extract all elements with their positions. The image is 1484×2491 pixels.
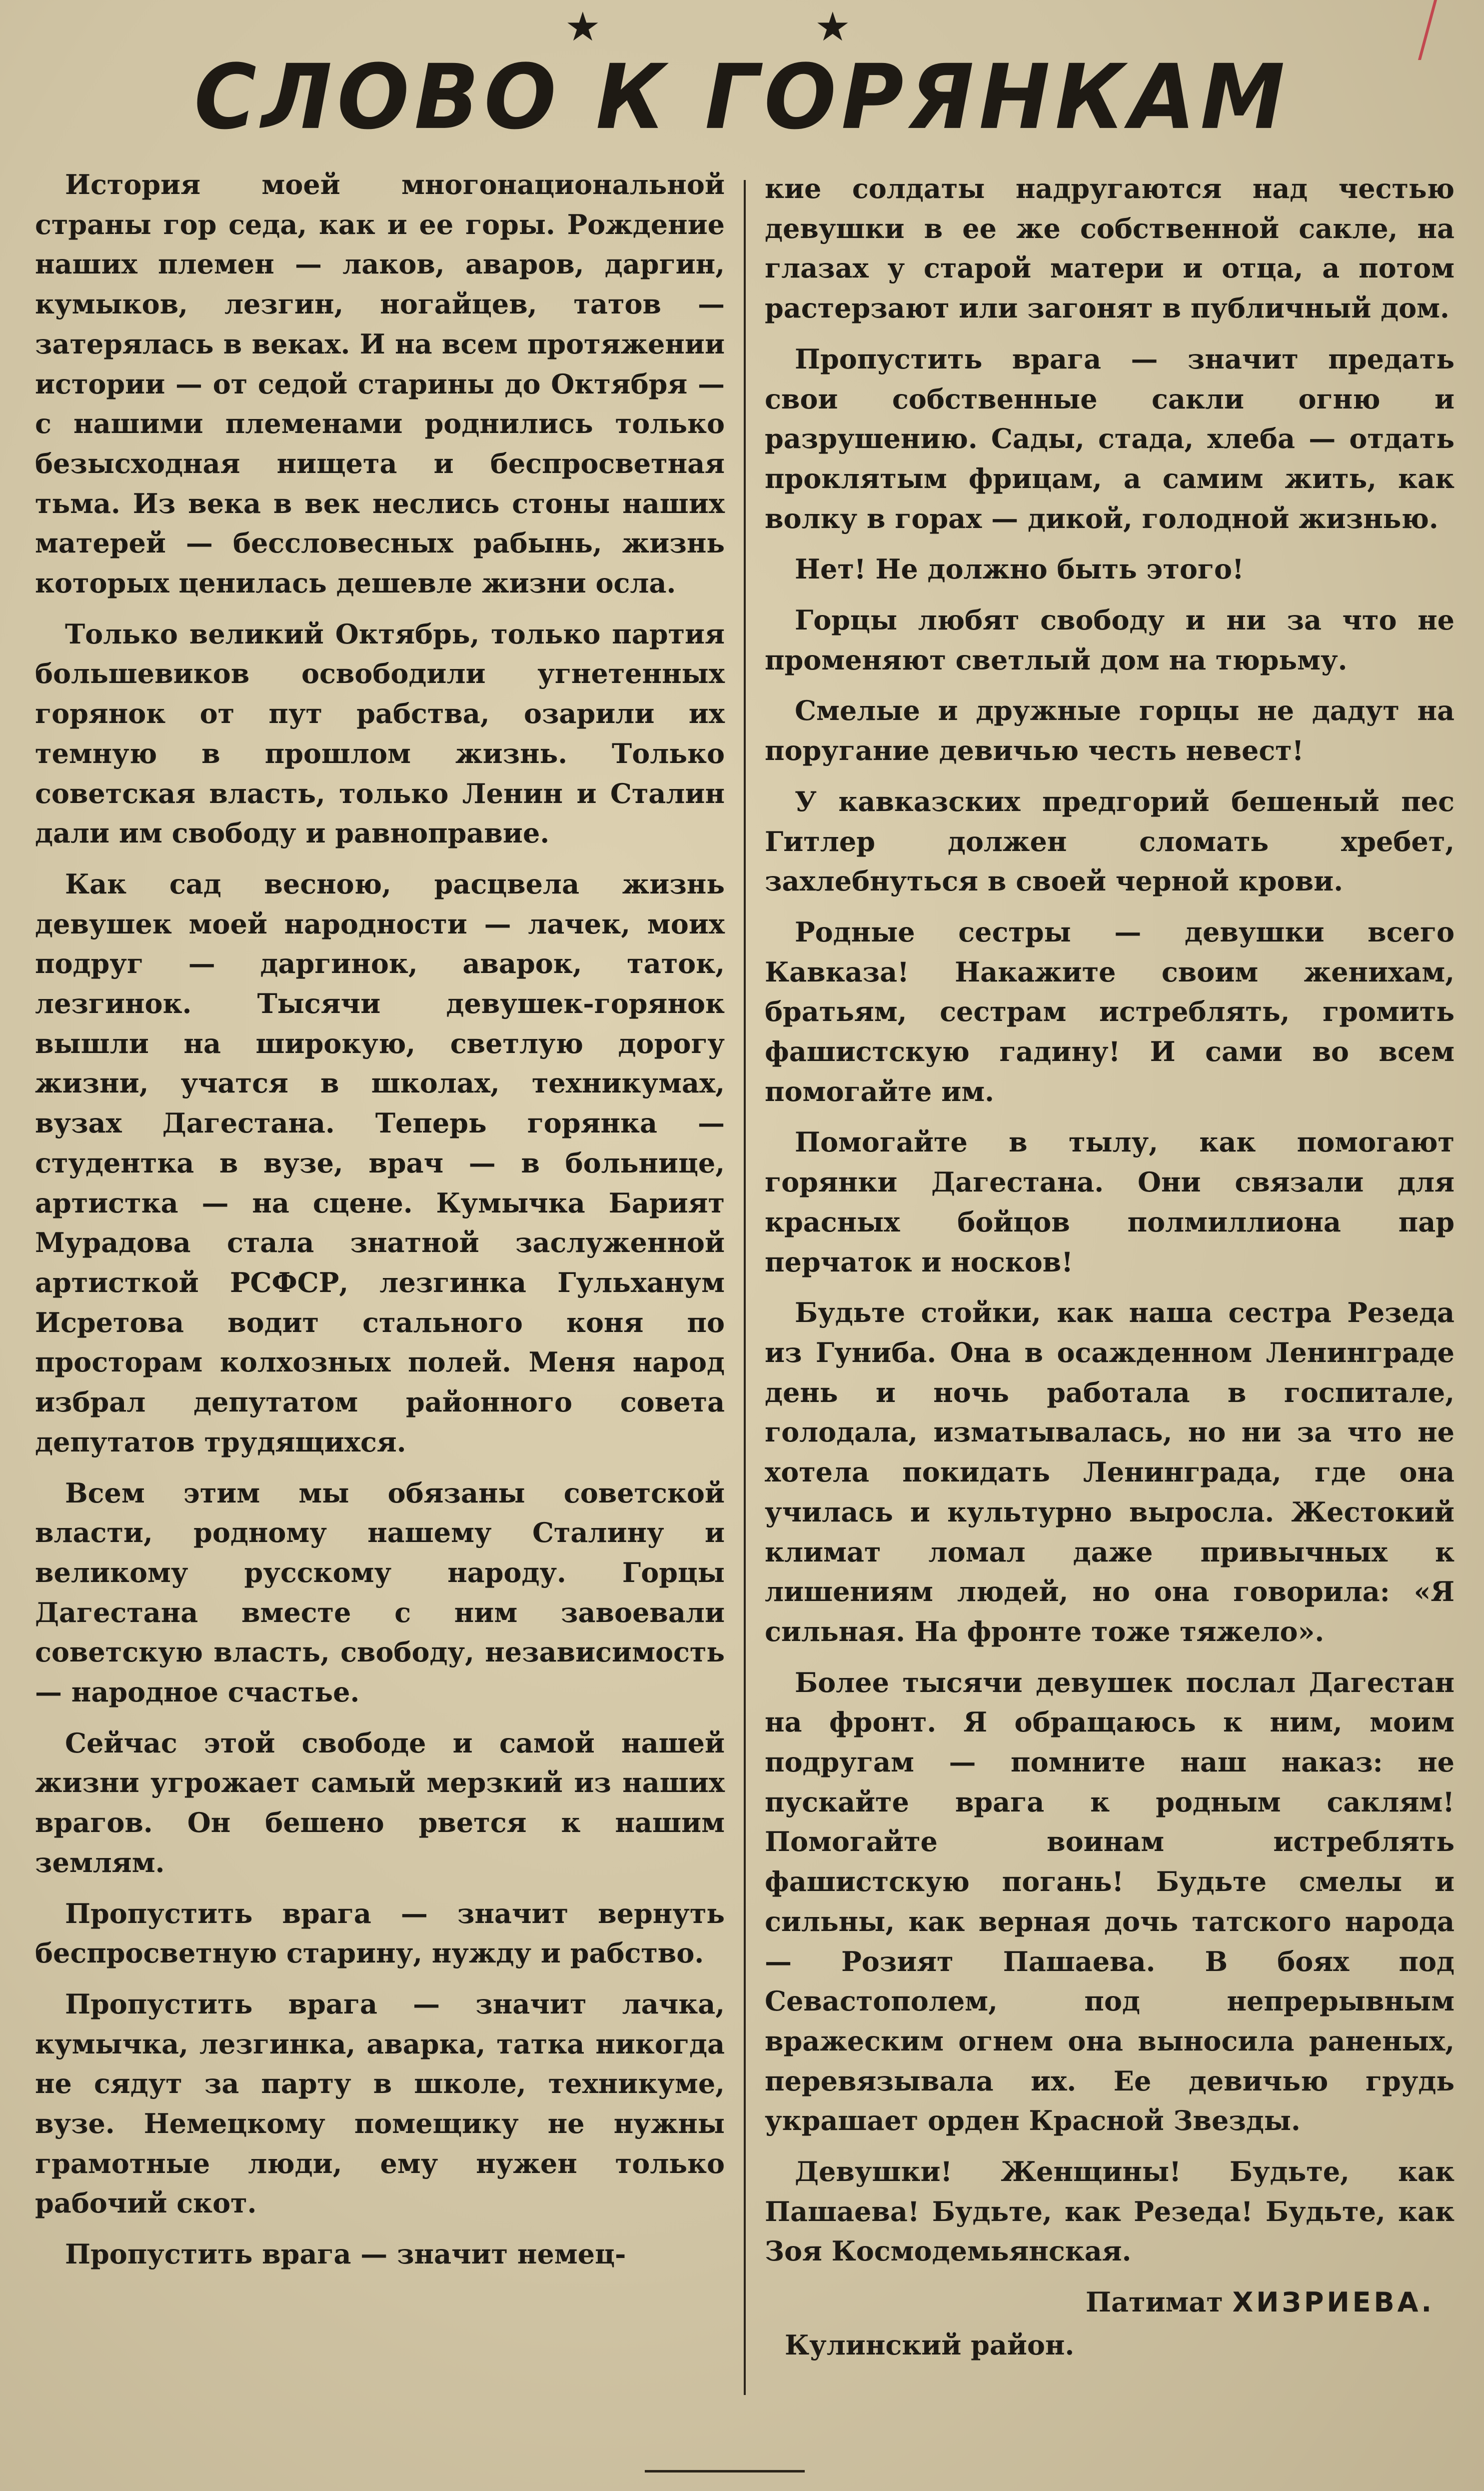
author-district: Кулинский район. [785,2328,1075,2361]
paragraph: История моей многонациональной страны гор седа, как и ее горы. Рождение наших племен — лаков, аваров, даргин, кумыков, лезгин, ногайцев, татов — затерялась в веках. И на всем протяжении истории — от седой старины до Октября — с нашими племенами роднились только безысходная нищета и беспросветная тьма. Из века в век неслись стоны наших матерей — бессловесных рабынь, жизнь которых ценилась дешевле жизни осла. [35,168,725,600]
paragraph: Пропустить врага — значит предать свои собственные сакли огню и разрушению. Сады, стада, хлеба — отдать проклятым фрицам, а самим жить, как волку в горах — дикой, голодной жизнью. [765,342,1455,534]
paragraph: Будьте стойки, как наша сестра Резеда из Гуниба. Она в осажденном Ленинграде день и ночь работала в госпитале, голодала, изматывалась, но ни за что не хотела покидать Ленинграда, где она училась и культурно выросла. Жестокий климат ломал даже привычных к лишениям людей, но она говорила: «Я сильная. На фронте тоже тяжело». [765,1296,1455,1648]
paragraph: Более тысячи девушек послал Дагестан на фронт. Я обращаюсь к ним, моим подругам — помните наш наказ: не пускайте врага к родным саклям! Помогайте воинам истреблять фашистскую погань! Будьте смелы и сильны, как верная дочь татского народа — Розият Пашаева. В боях под Севастополем, под непрерывным вражеским огнем она выносила раненых, перевязывала их. Ее девичью грудь украшает орден Красной Звезды. [765,1666,1455,2137]
paragraph: кие солдаты надругаются над честью девушки в ее же собственной сакле, на глазах у старой матери и отца, а потом растерзают или загонят в публичный дом. [765,172,1455,324]
right-column [765,169,1455,2366]
paragraph: Смелые и дружные горцы не дадут на поругание девичью честь невест! [765,694,1455,767]
paragraph: Пропустить врага — значит немец- [65,2238,626,2270]
author-first-name: Патимат [1086,2286,1223,2318]
paragraph: Нет! Не должно быть этого! [795,553,1244,586]
paragraph: Сейчас этой свободе и самой нашей жизни угрожает самый мерзкий из наших врагов. Он бешено рвется к нашим землям. [35,1726,725,1878]
paragraph: Пропустить врага — значит вернуть беспросветную старину, нужду и рабство. [35,1897,725,1970]
star-icon: ★ [815,4,851,50]
paragraph: Горцы любят свободу и ни за что не променяют светлый дом на тюрьму. [765,604,1455,676]
paragraph: Пропустить врага — значит лачка, кумычка, лезгинка, аварка, татка никогда не сядут за парту в школе, техникуме, вузе. Немецкому помещику не нужны грамотные люди, ему нужен только рабочий скот. [35,1988,725,2220]
left-column [35,165,725,2286]
paragraph: Как сад весною, расцвела жизнь девушек моей народности — лачек, моих подруг — даргинок, аварок, таток, лезгинок. Тысячи девушек-горянок вышли на широкую, светлую дорогу жизни, учатся в школах, техникумах, вузах Дагестана. Теперь горянка — студентка в вузе, врач — в больнице, артистка — на сцене. Кумычка Барият Мурадова стала знатной заслуженной артисткой РСФСР, лезгинка Гульханум Исретова водит стального коня по просторам колхозных полей. Меня народ избрал депутатом районного совета депутатов трудящихся. [35,868,725,1458]
column-divider [744,180,746,2395]
paragraph: Девушки! Женщины! Будьте, как Пашаева! Будьте, как Резеда! Будьте, как Зоя Космодемьянская. [765,2156,1455,2268]
paragraph: Родные сестры — девушки всего Кавказа! Накажите своим женихам, братьям, сестрам истреблять, громить фашистскую гадину! И сами во всем помогайте им. [765,916,1455,1108]
red-pencil-mark [1418,0,1472,60]
author-last-name: ХИЗРИЕВА. [1232,2286,1435,2318]
paragraph: Всем этим мы обязаны советской власти, родному нашему Сталину и великому русскому народу. Горцы Дагестана вместе с ним завоевали советскую власть, свободу, независимость — народное счастье. [35,1476,725,1708]
author-signature [765,2282,1435,2322]
paragraph: Помогайте в тылу, как помогают горянки Дагестана. Они связали для красных бойцов полмиллиона пар перчаток и носков! [765,1126,1455,1278]
paragraph: У кавказских предгорий бешеный пес Гитлер должен сломать хребет, захлебнуться в своей черной крови. [765,785,1455,898]
paragraph: Только великий Октябрь, только партия большевиков освободили угнетенных горянок от пут рабства, озарили их темную в прошлом жизнь. Только советская власть, только Ленин и Сталин дали им свободу и равноправие. [35,618,725,850]
star-icon: ★ [565,4,601,50]
bottom-rule [645,2470,805,2472]
article-title: СЛОВО К ГОРЯНКАМ [194,46,1290,150]
